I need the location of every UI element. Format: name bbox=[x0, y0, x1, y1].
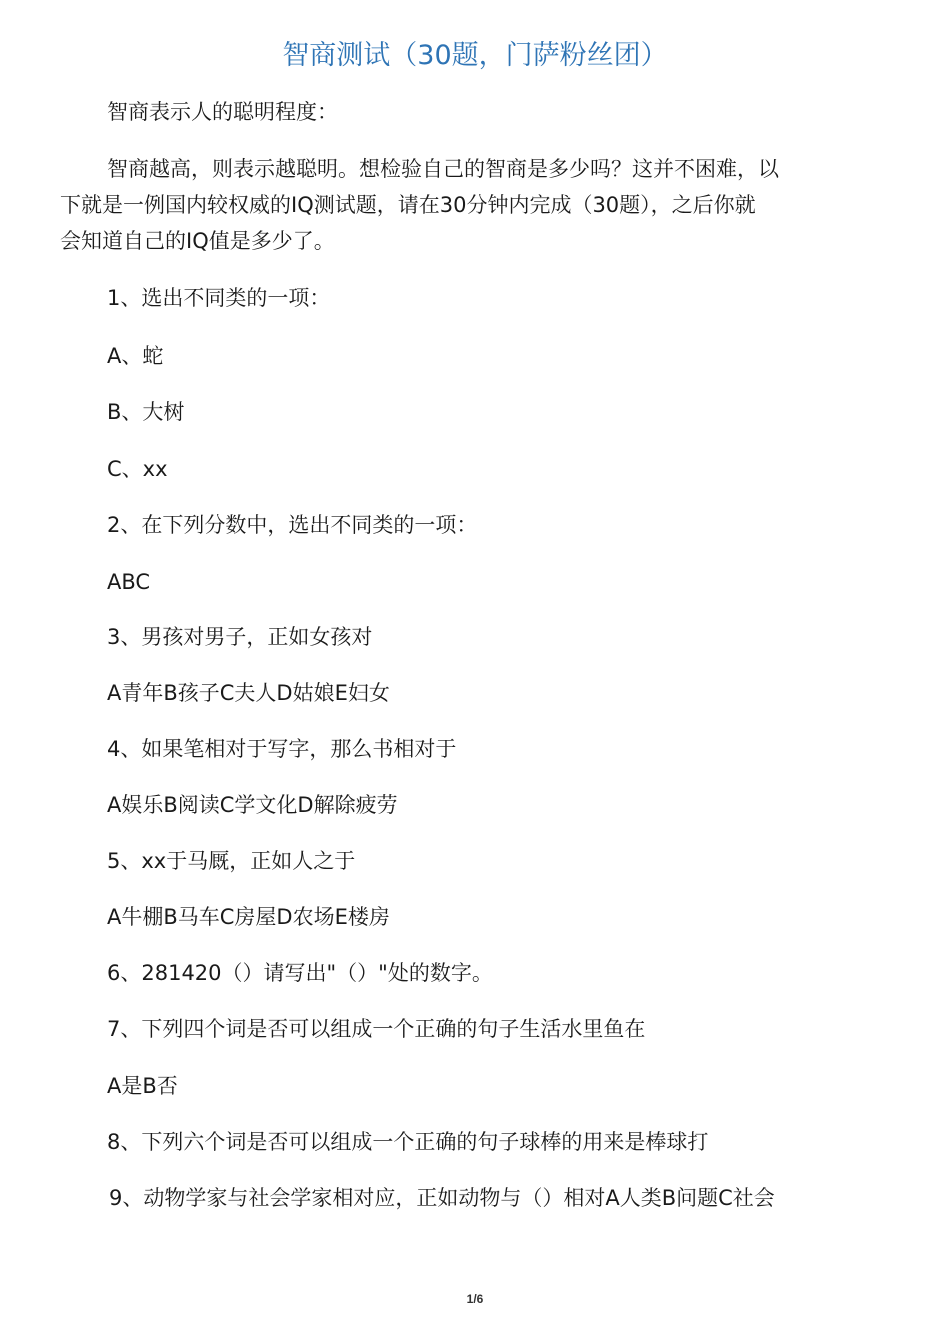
option-line: B、大树 bbox=[107, 400, 185, 424]
option-line: A娱乐B阅读C学文化D解除疲劳 bbox=[107, 793, 398, 817]
intro-paragraph bbox=[60, 151, 880, 259]
question-6: 6、281420（）请写出"（）"处的数字。 bbox=[107, 961, 493, 985]
question-5: 5、xx于马厩，正如人之于 bbox=[107, 849, 356, 873]
option-line: A牛棚B马车C房屋D农场E楼房 bbox=[107, 905, 390, 929]
intro-heading: 智商表示人的聪明程度： bbox=[107, 100, 338, 124]
page-title: 智商测试（30题，门萨粉丝团） bbox=[282, 40, 668, 71]
option-line: A是B否 bbox=[107, 1074, 178, 1098]
option-line: A、蛇 bbox=[107, 344, 164, 368]
question-7: 7、下列四个词是否可以组成一个正确的句子生活水里鱼在 bbox=[107, 1017, 646, 1041]
option-line: ABC bbox=[107, 570, 151, 594]
option-line: C、xx bbox=[107, 457, 168, 481]
question-3: 3、男孩对男子，正如女孩对 bbox=[107, 625, 373, 649]
option-line: A青年B孩子C夫人D姑娘E妇女 bbox=[107, 681, 390, 705]
intro-line: 智商越高，则表示越聪明。想检验自己的智商是多少吗？这并不困难，以 bbox=[107, 157, 779, 181]
question-4: 4、如果笔相对于写字，那么书相对于 bbox=[107, 737, 457, 761]
question-2: 2、在下列分数中，选出不同类的一项： bbox=[107, 513, 478, 537]
intro-line: 下就是一例国内较权威的IQ测试题，请在30分钟内完成（30题），之后你就 bbox=[60, 193, 756, 217]
page-number: 1/6 bbox=[466, 1292, 484, 1306]
question-9: 9、动物学家与社会学家相对应，正如动物与（）相对A人类B问题C社会 bbox=[109, 1186, 775, 1210]
question-8: 8、下列六个词是否可以组成一个正确的句子球棒的用来是棒球打 bbox=[107, 1130, 709, 1154]
question-1: 1、选出不同类的一项： bbox=[107, 286, 331, 310]
intro-line: 会知道自己的IQ值是多少了。 bbox=[60, 229, 335, 253]
